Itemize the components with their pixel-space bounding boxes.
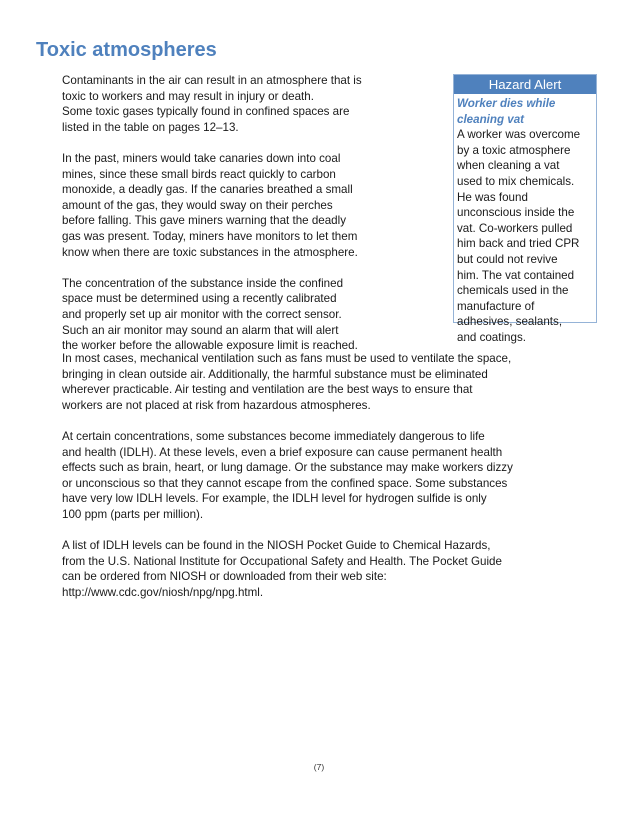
body-paragraph (62, 429, 582, 523)
niosh-url: http://www.cdc.gov/niosh/npg/npg.html. (62, 585, 264, 599)
text-line: The concentration of the substance inside the confined (62, 276, 344, 290)
text-line: A list of IDLH levels can be found in the NIOSH Pocket Guide to Chemical Hazards, (62, 539, 491, 553)
text-line: and health (IDLH). At these levels, even a brief exposure can cause permanent health (62, 445, 503, 459)
text-line: gas was present. Today, miners have monitors to let them (62, 229, 358, 243)
text-line: but could not revive (457, 252, 558, 266)
text-line: before falling. This gave miners warning that the deadly (62, 214, 346, 228)
hazard-alert-subtitle (457, 96, 596, 127)
text-line: amount of the gas, they would sway on their perches (62, 198, 333, 212)
text-line: him. The vat contained (457, 268, 575, 282)
text-line: Contaminants in the air can result in an atmosphere that is (62, 74, 362, 87)
text-line: bringing in clean outside air. Additionally, the harmful substance must be eliminated (62, 367, 488, 381)
text-line: wherever practicable. Air testing and ventilation are the best ways to ensure that (62, 383, 473, 397)
text-line: and coatings. (457, 330, 526, 344)
text-line: listed in the table on pages 12–13. (62, 120, 239, 134)
text-line: Some toxic gases typically found in confined spaces are (62, 105, 350, 119)
text-line: by a toxic atmosphere (457, 143, 571, 157)
intro-paragraph (62, 73, 402, 135)
text-line: know when there are toxic substances in the atmosphere. (62, 245, 358, 259)
text-line: adhesives, sealants, (457, 315, 563, 329)
hazard-alert-box (453, 74, 597, 344)
body-paragraph (62, 351, 582, 413)
text-line: mines, since these small birds react quickly to carbon (62, 167, 336, 181)
text-line: Worker dies while (457, 97, 556, 110)
text-line: monoxide, a deadly gas. If the canaries breathed a small (62, 183, 353, 197)
text-line: In the past, miners would take canaries down into coal (62, 151, 341, 165)
text-line: In most cases, mechanical ventilation such as fans must be used to ventilate the space, (62, 352, 512, 365)
main-text-column (62, 351, 582, 601)
body-paragraph (62, 538, 582, 600)
text-line: and properly set up air monitor with the correct sensor. (62, 307, 342, 321)
text-line: when cleaning a vat (457, 159, 560, 173)
text-line: cleaning vat (457, 112, 525, 126)
text-line: have very low IDLH levels. For example, the IDLH level for hydrogen sulfide is only (62, 492, 487, 506)
intro-text-column (62, 73, 402, 354)
text-line: chemicals used in the (457, 284, 569, 298)
text-line: or unconscious so that they cannot escape from the confined space. Some substances (62, 476, 508, 490)
hazard-alert-body (454, 94, 596, 346)
text-line: unconscious inside the (457, 206, 575, 220)
text-line: used to mix chemicals. (457, 174, 575, 188)
page-number: (7) (313, 762, 325, 772)
text-line: effects such as brain, heart, or lung damage. Or the substance may make workers dizzy (62, 461, 513, 475)
text-line: can be ordered from NIOSH or downloaded from their web site: (62, 570, 387, 584)
hazard-alert-header: Hazard Alert (454, 75, 596, 94)
text-line: Such an air monitor may sound an alarm that will alert (62, 323, 339, 337)
page-title: Toxic atmospheres (36, 39, 217, 61)
text-line: him back and tried CPR (457, 237, 580, 251)
text-line: toxic to workers and may result in injury or death. (62, 89, 314, 103)
text-line: He was found (457, 190, 528, 204)
text-line: space must be determined using a recently calibrated (62, 292, 337, 306)
text-line: manufacture of (457, 299, 535, 313)
hazard-alert-text (457, 127, 596, 345)
intro-paragraph (62, 276, 402, 354)
text-line: from the U.S. National Institute for Occupational Safety and Health. The Pocket Guide (62, 554, 502, 568)
text-line: workers are not placed at risk from hazardous atmospheres. (62, 398, 371, 412)
intro-paragraph (62, 151, 402, 260)
text-line: 100 ppm (parts per million). (62, 507, 204, 521)
text-line: At certain concentrations, some substances become immediately dangerous to life (62, 429, 485, 443)
text-line: the worker before the allowable exposure limit is reached. (62, 339, 358, 353)
text-line: A worker was overcome (457, 128, 581, 142)
text-line: vat. Co-workers pulled (457, 221, 573, 235)
